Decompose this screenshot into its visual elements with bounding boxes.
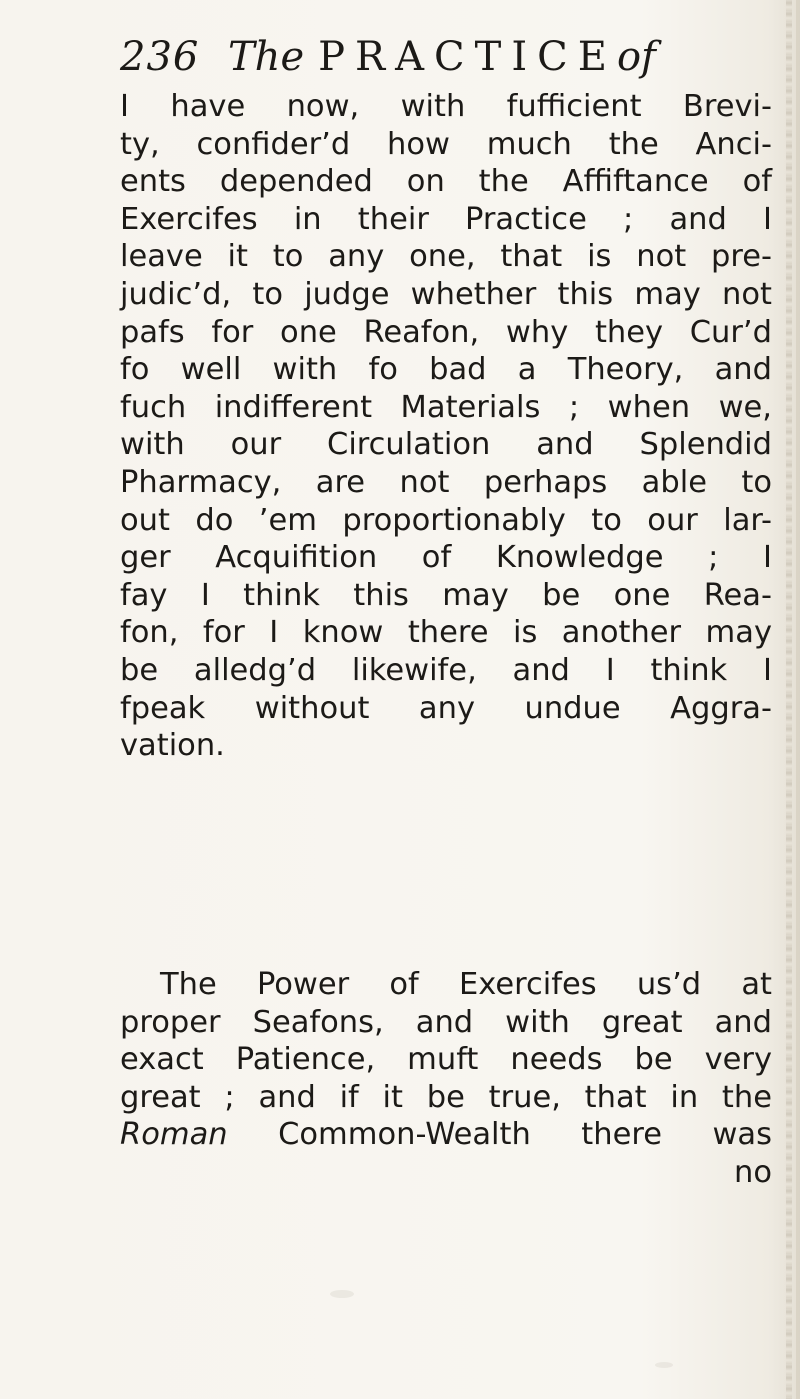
text-run: Common-Wealth there was — [227, 1117, 772, 1153]
text-line: ty, confider’d how much the Anci- — [120, 126, 772, 162]
text-line: exact Patience, muft needs be very — [120, 1042, 772, 1078]
text-line: great ; and if it be true, that in the — [120, 1079, 772, 1115]
text-line: be alledg’d likewife, and I think I — [120, 652, 772, 688]
text-line: fuch indifferent Materials ; when we, — [120, 389, 772, 425]
paper-blemish — [330, 1290, 354, 1298]
text-line: fo well with fo bad a Theory, and — [120, 352, 772, 388]
italic-word-roman: Roman — [120, 1117, 228, 1153]
text-line: judic’d, to judge whether this may not — [120, 276, 772, 312]
page-header — [0, 14, 790, 94]
running-head-of: of — [616, 34, 656, 80]
page-number: 236 — [120, 34, 200, 80]
text-line: out do ’em proportionably to our lar- — [120, 502, 772, 538]
page-edge-shadow — [786, 0, 792, 1399]
text-line: fon, for I know there is another may — [120, 615, 772, 651]
text-line: vation. — [120, 728, 225, 764]
text-line: leave it to any one, that is not pre- — [120, 239, 772, 275]
paragraph-2 — [120, 966, 772, 1192]
text-line: fay I think this may be one Rea- — [120, 577, 772, 613]
text-line: proper Seafons, and with great and — [120, 1004, 772, 1040]
text-line: ents depended on the Affiftance of — [120, 164, 772, 200]
text-line — [120, 1116, 772, 1154]
text-line: with our Circulation and Splendid — [120, 427, 772, 463]
running-head-the: The — [228, 34, 305, 80]
catchword: no — [734, 1154, 772, 1190]
text-line: Pharmacy, are not perhaps able to — [120, 464, 772, 500]
text-line: ger Acquifition of Knowledge ; I — [120, 540, 772, 576]
text-line: Exercifes in their Practice ; and I — [120, 201, 772, 237]
page-edge — [796, 0, 800, 1399]
text-line: The Power of Exercifes us’d at — [160, 967, 772, 1002]
text-line: fpeak without any undue Aggra- — [120, 690, 772, 726]
paragraph-1 — [120, 88, 772, 765]
running-head — [228, 34, 656, 80]
text-line: I have now, with fufficient Brevi- — [120, 89, 772, 124]
text-line: pafs for one Reafon, why they Cur’d — [120, 314, 772, 350]
running-head-practice: PRACTICE — [318, 34, 617, 80]
paper-blemish — [655, 1362, 673, 1368]
